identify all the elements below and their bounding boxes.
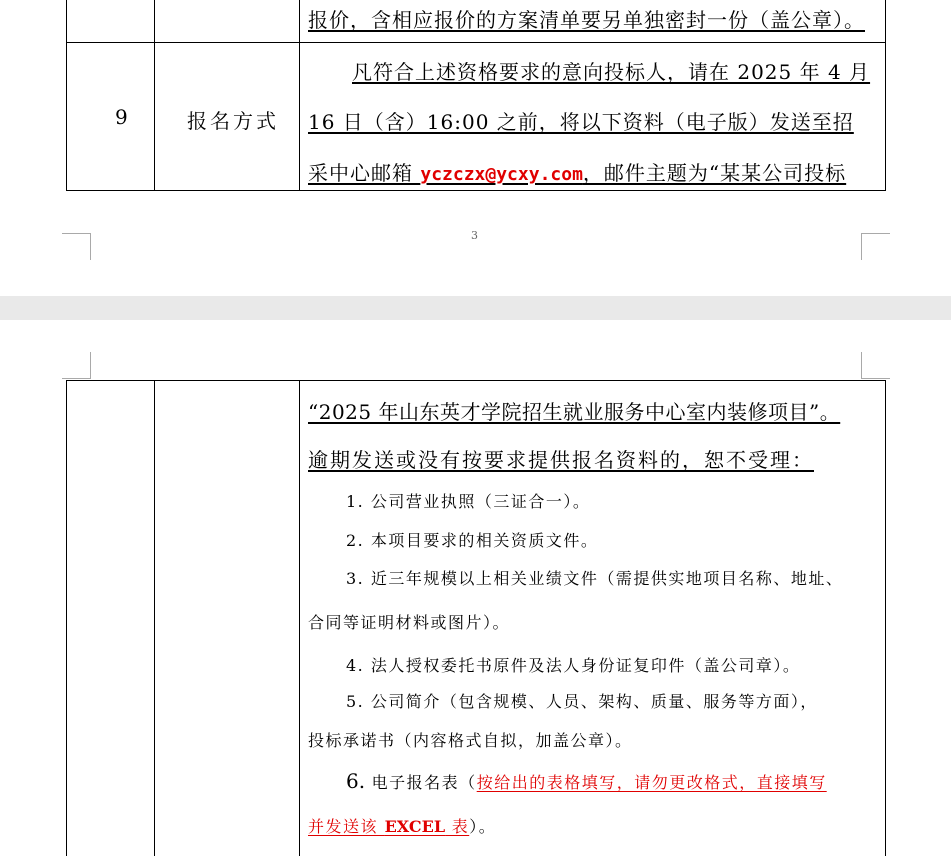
table-border-left	[66, 0, 67, 191]
item6-label: 电子报名表（	[365, 773, 477, 792]
row9-line2: 16 日（含）16:00 之前，将以下资料（电子版）发送至招	[308, 110, 854, 134]
list-item-6-cont	[308, 814, 496, 837]
crop-mark-top-left	[62, 352, 91, 379]
crop-mark-top-right	[861, 352, 890, 379]
document-page-4	[0, 320, 951, 856]
page-separator	[0, 296, 951, 320]
table-border-right	[885, 380, 886, 856]
list-item-2: 2. 本项目要求的相关资质文件。	[346, 531, 599, 550]
table-row-divider	[66, 42, 886, 43]
email-suffix: ，邮件主题为“某某公司投标	[582, 161, 847, 185]
list-item-5-cont: 投标承诺书（内容格式自拟，加盖公章）。	[308, 731, 633, 750]
list-item-3-cont: 合同等证明材料或图片）。	[308, 613, 511, 632]
table-border-left	[66, 380, 67, 856]
document-page-3	[0, 0, 951, 296]
excel-label: EXCEL	[384, 817, 446, 836]
item6-table-word: 表	[445, 817, 470, 836]
table-border-col1	[154, 380, 155, 856]
table-border-right	[885, 0, 886, 191]
table-border-col1	[154, 0, 155, 191]
row9-line3	[308, 157, 846, 186]
list-item-4: 4. 法人授权委托书原件及法人身份证复印件（盖公司章）。	[346, 656, 801, 675]
prev-row-text: 报价，含相应报价的方案清单要另单独密封一份（盖公章）。	[308, 8, 865, 32]
email-label: 采中心邮箱	[308, 161, 421, 185]
page-number: 3	[471, 229, 478, 242]
item6-instruction-cont: 并发送该	[308, 817, 385, 836]
table-border-col2	[299, 0, 300, 191]
table-border-col2	[299, 380, 300, 856]
item6-end: ）。	[469, 817, 497, 836]
project-title-line: “2025 年山东英才学院招生就业服务中心室内装修项目”。	[308, 400, 841, 424]
list-item-5: 5. 公司简介（包含规模、人员、架构、质量、服务等方面），	[346, 692, 818, 711]
crop-mark-bottom-left	[62, 233, 91, 260]
email-link[interactable]: yczczx@ycxy.com	[420, 164, 583, 185]
row-label: 报名方式	[187, 109, 279, 133]
list-item-6	[346, 769, 827, 793]
item6-instruction: 按给出的表格填写，请勿更改格式，直接填写	[476, 773, 827, 792]
row-number: 9	[115, 105, 129, 129]
row9-line1: 凡符合上述资格要求的意向投标人，请在 2025 年 4 月	[352, 60, 871, 84]
list-item-1: 1. 公司营业执照（三证合一）。	[346, 492, 591, 511]
warning-line: 逾期发送或没有按要求提供报名资料的，恕不受理：	[308, 448, 814, 472]
table-border-bottom	[66, 190, 886, 191]
item6-number: 6.	[346, 769, 366, 793]
crop-mark-bottom-right	[861, 233, 890, 260]
table-border-top	[66, 380, 886, 381]
list-item-3: 3. 近三年规模以上相关业绩文件（需提供实地项目名称、地址、	[346, 569, 844, 588]
